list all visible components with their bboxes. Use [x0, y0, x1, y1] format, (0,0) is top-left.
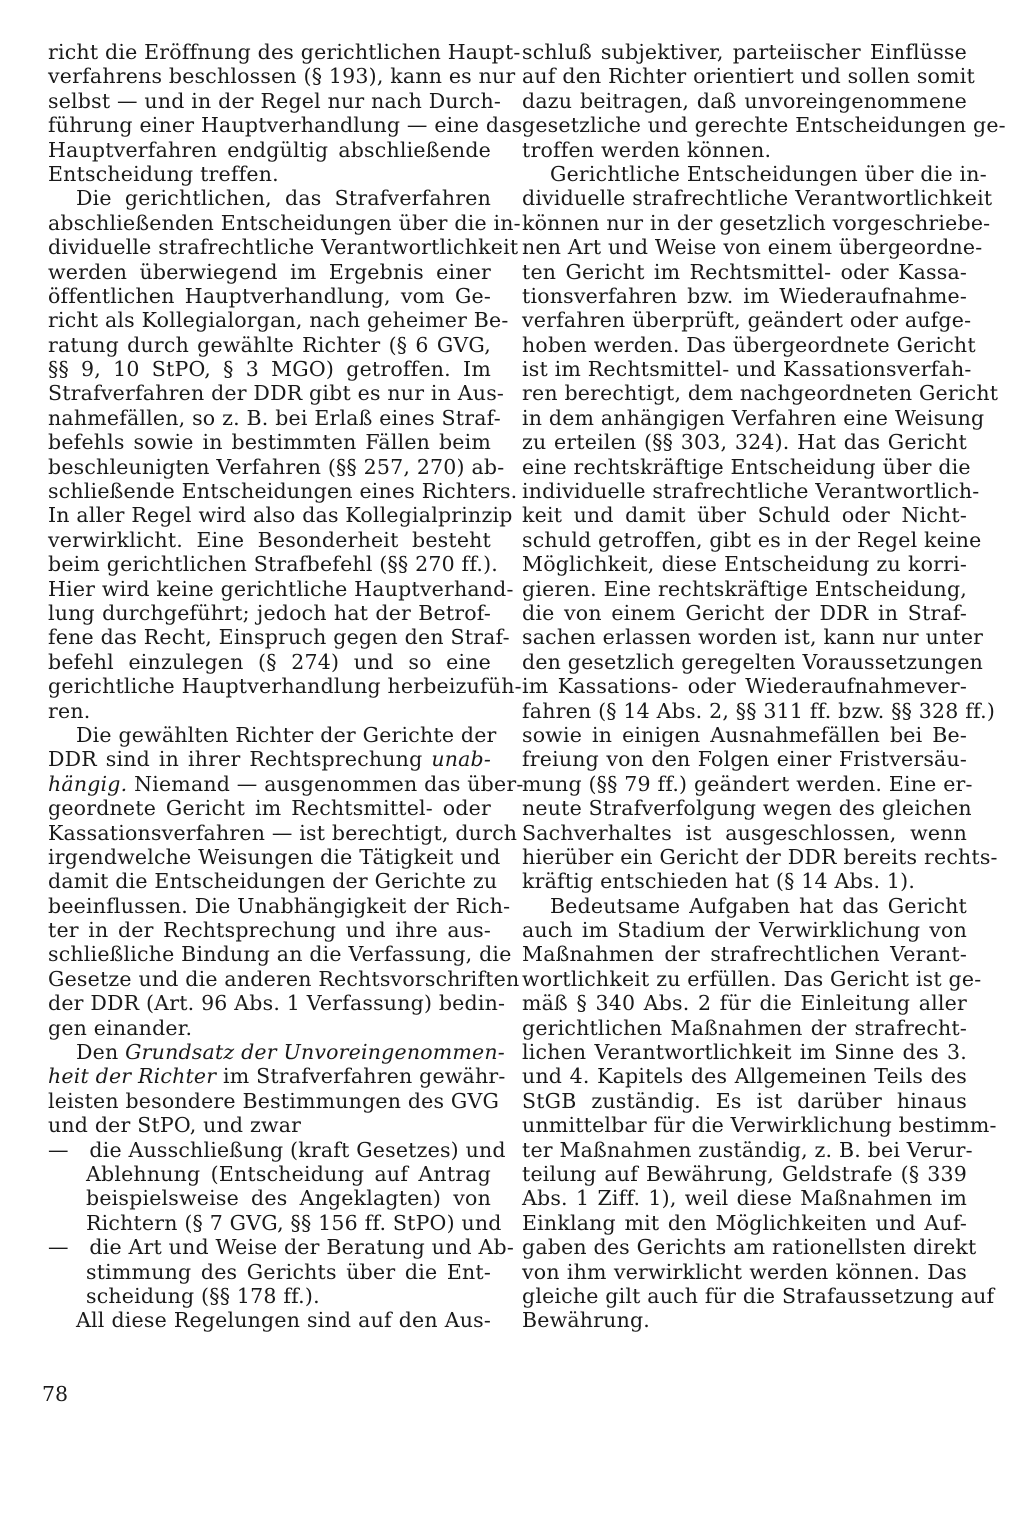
- line-text: Sachverhaltes ist ausgeschlossen, wenn: [522, 820, 967, 845]
- line-text: mung (§§ 79 ff.) geändert werden. Eine er-: [522, 771, 973, 796]
- line-text: verwirklicht. Eine Besonderheit besteht: [48, 527, 491, 552]
- line-text: keit und damit über Schuld oder Nicht-: [522, 503, 967, 528]
- line-text: auf den Richter orientiert und sollen somit: [522, 64, 975, 89]
- text-line: [48, 260, 491, 284]
- text-line: [48, 869, 498, 894]
- emphasized-text: Grundsatz der Unvoreingenommen-: [125, 1040, 505, 1065]
- line-text: neute Strafverfolgung wegen des gleichen: [522, 796, 972, 821]
- line-text: richt die Eröffnung des gerichtlichen Haupt-: [48, 40, 521, 64]
- line-text-after: Niemand — ausgenommen das über-: [127, 771, 524, 796]
- text-line: [48, 284, 491, 308]
- text-line: [48, 528, 491, 552]
- line-text: — die Art und Weise der Beratung und Ab-: [48, 1235, 514, 1260]
- text-line: [48, 1260, 491, 1284]
- line-text: dazu beitragen, daß unvoreingenommene: [522, 88, 967, 113]
- line-text: Hauptverfahren endgültig abschließende: [48, 137, 491, 162]
- line-text: damit die Entscheidungen der Gerichte zu: [48, 869, 498, 894]
- text-line: [48, 333, 491, 357]
- line-text: Hier wird keine gerichtliche Hauptverhand-: [48, 576, 514, 601]
- text-line: [522, 649, 984, 674]
- text-line: [48, 1210, 502, 1235]
- text-line: [48, 1137, 506, 1162]
- line-text: selbst — und in der Regel nur nach Durch-: [48, 88, 502, 113]
- line-text: scheidung (§§ 178 ff.).: [86, 1283, 320, 1308]
- text-line: [48, 576, 514, 601]
- line-text: Strafverfahren der DDR gibt es nur in Aus-: [48, 381, 505, 406]
- line-text: Gesetze und die anderen Rechtsvorschriften: [48, 966, 520, 991]
- text-line: [522, 284, 967, 308]
- line-text: unmittelbar für die Verwirklichung bestimm-: [522, 1113, 997, 1138]
- text-line: [48, 40, 521, 64]
- text-line: [48, 1016, 491, 1040]
- line-text: schließliche Bindung an die Verfassung, die: [48, 942, 512, 967]
- line-text: Die gewählten Richter der Gerichte der: [76, 722, 497, 747]
- line-text: ren.: [48, 698, 91, 723]
- line-text: gleiche gilt auch für die Strafaussetzung auf: [522, 1283, 995, 1308]
- line-text: ter in der Rechtsprechung und ihre aus-: [48, 918, 491, 943]
- line-text: lichen Verantwortlichkeit im Sinne des 3.: [522, 1040, 967, 1065]
- line-text: wortlichkeit zu erfüllen. Das Gericht ist ge-: [522, 966, 982, 991]
- text-line: [522, 942, 967, 966]
- text-line: [48, 966, 520, 991]
- line-text: im Kassations- oder Wiederaufnahmever-: [522, 674, 967, 699]
- emphasized-text: hängig.: [48, 771, 128, 796]
- line-text: dividuelle strafrechtliche Verantwortlichkeit: [522, 186, 993, 211]
- line-text: irgendwelche Weisungen die Tätigkeit und: [48, 844, 501, 869]
- line-text: sowie in einigen Ausnahmefällen bei Be-: [522, 722, 967, 747]
- text-line: [522, 1137, 973, 1162]
- line-text: gerichtliche Hauptverhandlung herbeizufüh-: [48, 674, 522, 699]
- line-text: hierüber ein Gericht der DDR bereits rechts-: [522, 844, 998, 869]
- text-line: [522, 454, 971, 479]
- line-text: zu erteilen (§§ 303, 324). Hat das Gericht: [522, 430, 967, 455]
- text-line: [522, 527, 982, 552]
- text-line: [522, 357, 972, 382]
- line-text: in dem anhängigen Verfahren eine Weisung: [522, 405, 985, 430]
- line-text: freiung von den Folgen einer Fristversäu-: [522, 747, 967, 772]
- line-text: gaben des Gerichts am rationellsten direkt: [522, 1235, 977, 1260]
- line-text: werden überwiegend im Ergebnis einer: [48, 259, 491, 284]
- line-text: befehl einzulegen (§ 274) und so eine: [48, 649, 491, 674]
- text-line: [522, 674, 967, 698]
- text-line: [48, 235, 519, 260]
- text-line: [522, 844, 998, 869]
- text-line: [48, 64, 516, 89]
- text-line: [522, 1308, 967, 1332]
- text-line: [522, 381, 999, 406]
- line-text: Maßnahmen der strafrechtlichen Verant-: [522, 942, 967, 967]
- line-text: der DDR (Art. 96 Abs. 1 Verfassung) bedin-: [48, 991, 506, 1016]
- line-text: können nur in der gesetzlich vorgeschriebe-: [522, 210, 991, 235]
- line-text: ten Gericht im Rechtsmittel- oder Kassa-: [522, 259, 967, 284]
- text-line: [48, 186, 491, 210]
- line-text: Abs. 1 Ziff. 1), weil diese Maßnahmen im: [522, 1186, 967, 1211]
- text-line: [48, 771, 524, 796]
- line-text-after: im Strafverfahren gewähr-: [216, 1064, 506, 1089]
- text-line: [522, 40, 967, 64]
- text-line: [48, 1113, 491, 1137]
- line-text: gerichtlichen Maßnahmen der strafrecht-: [522, 1015, 967, 1040]
- text-line: [522, 869, 967, 893]
- line-text: Einklang mit den Möglichkeiten und Auf-: [522, 1210, 967, 1235]
- text-line: [522, 747, 967, 771]
- line-text: schuld getroffen, gibt es in der Regel keine: [522, 527, 982, 552]
- line-text: Ablehnung (Entscheidung auf Antrag: [86, 1161, 491, 1186]
- line-text: führung einer Hauptverhandlung — eine das: [48, 113, 523, 138]
- text-line: [522, 138, 967, 162]
- text-line: [522, 625, 984, 650]
- text-line: [522, 186, 993, 211]
- text-line: [48, 503, 513, 528]
- text-line: [522, 1040, 967, 1064]
- line-text: ren berechtigt, dem nachgeordneten Gericht: [522, 381, 999, 406]
- line-text: Möglichkeit, diese Entscheidung zu korri-: [522, 552, 967, 577]
- text-line: [522, 1089, 967, 1113]
- text-line: [48, 601, 491, 625]
- line-text: beispielsweise des Angeklagten) von: [86, 1186, 491, 1211]
- text-line: [48, 844, 501, 869]
- text-line: [522, 1283, 995, 1308]
- text-line: [48, 381, 505, 406]
- text-line: [48, 674, 522, 699]
- text-line: [48, 1308, 491, 1332]
- line-text: beeinflussen. Die Unabhängigkeit der Rich-: [48, 893, 511, 918]
- text-line: [48, 1235, 514, 1260]
- line-text: nahmefällen, so z. B. bei Erlaß eines Straf-: [48, 405, 501, 430]
- line-text: den gesetzlich geregelten Voraussetzungen: [522, 649, 984, 674]
- text-line: [48, 1064, 506, 1089]
- left-column: [48, 40, 524, 1333]
- text-line: [522, 1064, 967, 1088]
- line-text: mäß § 340 Abs. 2 für die Einleitung aller: [522, 991, 967, 1016]
- text-line: [522, 89, 967, 113]
- line-text: lung durchgeführt; jedoch hat der Betrof-: [48, 600, 491, 625]
- text-line: [522, 235, 983, 260]
- line-text: All diese Regelungen sind auf den Aus-: [76, 1308, 491, 1333]
- text-line: [522, 1260, 967, 1284]
- text-line: [48, 942, 512, 967]
- line-text: eine rechtskräftige Entscheidung über die: [522, 454, 971, 479]
- line-text: verfahren überprüft, geändert oder aufge-: [522, 308, 972, 333]
- text-line: [522, 430, 967, 454]
- text-line: [48, 747, 491, 771]
- text-line: [48, 210, 521, 235]
- text-line: [522, 113, 1006, 138]
- line-text: richt als Kollegialorgan, nach geheimer Be-: [48, 308, 509, 333]
- text-line: [48, 796, 491, 820]
- text-line: [48, 1186, 491, 1210]
- line-text: dividuelle strafrechtliche Verantwortlichkeit: [48, 235, 519, 260]
- line-text: auch im Stadium der Verwirklichung von: [522, 918, 967, 943]
- text-line: [522, 64, 975, 89]
- text-line: [522, 479, 980, 504]
- text-line: [48, 138, 491, 162]
- text-line: [522, 918, 967, 942]
- line-text: fene das Recht, Einspruch gegen den Straf-: [48, 625, 510, 650]
- text-line: [522, 308, 972, 333]
- line-text: Bedeutsame Aufgaben hat das Gericht: [550, 893, 967, 918]
- text-line: [522, 332, 976, 357]
- line-text: geordnete Gericht im Rechtsmittel- oder: [48, 796, 491, 821]
- line-text: nen Art und Weise von einem übergeordne-: [522, 235, 983, 260]
- text-line: [522, 1016, 967, 1040]
- line-text: beschleunigten Verfahren (§§ 257, 270) ab-: [48, 454, 505, 479]
- line-text: Entscheidung treffen.: [48, 161, 279, 186]
- line-text: von ihm verwirklicht werden können. Das: [522, 1259, 967, 1284]
- line-text: stimmung des Gerichts über die Ent-: [86, 1259, 491, 1284]
- text-line: [522, 894, 967, 918]
- text-line: [48, 1040, 505, 1065]
- text-line: [522, 1211, 967, 1235]
- text-line: [48, 625, 510, 650]
- line-text: abschließenden Entscheidungen über die in-: [48, 210, 521, 235]
- text-line: [522, 966, 982, 991]
- line-text: sachen erlassen worden ist, kann nur unter: [522, 625, 984, 650]
- line-text: leisten besondere Bestimmungen des GVG: [48, 1088, 500, 1113]
- text-line: [48, 88, 502, 113]
- line-text: ter Maßnahmen zuständig, z. B. bei Verur-: [522, 1137, 973, 1162]
- line-text: §§ 9, 10 StPO, § 3 MGO) getroffen. Im: [48, 357, 491, 382]
- line-text: ratung durch gewählte Richter (§ 6 GVG,: [48, 332, 491, 357]
- text-line: [522, 405, 985, 430]
- text-line: [48, 308, 509, 333]
- line-text: gieren. Eine rechtskräftige Entscheidung,: [522, 576, 967, 601]
- text-line: [522, 210, 991, 235]
- line-text: Bewährung.: [522, 1308, 651, 1333]
- line-text: und 4. Kapitels des Allgemeinen Teils des: [522, 1064, 967, 1089]
- line-text: Richtern (§ 7 GVG, §§ 156 ff. StPO) und: [86, 1210, 502, 1235]
- text-line: [522, 698, 996, 723]
- text-line: [522, 991, 967, 1015]
- text-line: [48, 893, 511, 918]
- text-line: [522, 723, 967, 747]
- page-number: 78: [42, 1382, 69, 1406]
- text-line: [522, 1235, 977, 1260]
- line-text: fahren (§ 14 Abs. 2, §§ 311 ff. bzw. §§ 328 ff.): [522, 698, 996, 723]
- text-line: [48, 357, 491, 381]
- line-text: beim gerichtlichen Strafbefehl (§§ 270 ff.).: [48, 552, 499, 577]
- emphasized-text: heit der Richter: [48, 1064, 217, 1089]
- line-text: In aller Regel wird also das Kollegialprinzip: [48, 503, 513, 528]
- text-line: [48, 113, 523, 138]
- line-text: schließende Entscheidungen eines Richters.: [48, 479, 518, 504]
- text-line: [48, 430, 491, 454]
- line-text: troffen werden können.: [522, 137, 772, 162]
- line-text: teilung auf Bewährung, Geldstrafe (§ 339: [522, 1161, 967, 1186]
- text-line: [48, 699, 491, 723]
- line-text: StGB zuständig. Es ist darüber hinaus: [522, 1088, 967, 1113]
- text-line: [48, 552, 499, 577]
- line-text: öffentlichen Hauptverhandlung, vom Ge-: [48, 283, 491, 308]
- line-text: gesetzliche und gerechte Entscheidungen ge-: [522, 113, 1006, 138]
- line-text: die von einem Gericht der DDR in Straf-: [522, 600, 967, 625]
- line-text: kräftig entschieden hat (§ 14 Abs. 1).: [522, 869, 916, 894]
- line-text: Gerichtliche Entscheidungen über die in-: [550, 161, 987, 186]
- line-text: individuelle strafrechtliche Verantwortlich-: [522, 479, 980, 504]
- line-text: Den: [76, 1040, 119, 1065]
- line-text: gen einander.: [48, 1015, 193, 1040]
- line-text: Kassationsverfahren — ist berechtigt, durch: [48, 820, 518, 845]
- line-text: Die gerichtlichen, das Strafverfahren: [76, 186, 491, 211]
- text-line: [48, 1088, 500, 1113]
- text-line: [522, 161, 987, 186]
- line-text: befehls sowie in bestimmten Fällen beim: [48, 430, 491, 455]
- emphasized-text: unab-: [431, 747, 492, 772]
- text-line: [48, 1162, 491, 1186]
- text-line: [522, 796, 972, 821]
- text-line: [48, 1284, 491, 1308]
- text-line: [522, 577, 967, 601]
- line-text: — die Ausschließung (kraft Gesetzes) und: [48, 1137, 506, 1162]
- text-line: [522, 260, 967, 284]
- text-line: [48, 162, 491, 186]
- line-text: schluß subjektiver, parteiischer Einflüsse: [522, 40, 967, 64]
- text-line: [522, 771, 973, 796]
- text-line: [48, 479, 518, 504]
- text-line: [48, 991, 506, 1016]
- text-line: [522, 503, 967, 527]
- text-line: [48, 918, 491, 942]
- text-line: [48, 722, 497, 747]
- line-text: und der StPO, und zwar: [48, 1113, 302, 1138]
- text-line: [522, 821, 967, 845]
- text-line: [48, 820, 518, 845]
- line-text: ist im Rechtsmittel- und Kassationsverfah-: [522, 357, 972, 382]
- text-line: [48, 405, 501, 430]
- text-line: [48, 454, 505, 479]
- text-line: [522, 601, 967, 625]
- line-text: DDR sind in ihrer Rechtsprechung: [48, 747, 423, 772]
- line-text: hoben werden. Das übergeordnete Gericht: [522, 332, 976, 357]
- text-line: [48, 650, 491, 674]
- text-line: [522, 1186, 967, 1210]
- text-line: [522, 1162, 967, 1186]
- line-text: tionsverfahren bzw. im Wiederaufnahme-: [522, 283, 967, 308]
- text-line: [522, 1113, 997, 1138]
- line-text: verfahrens beschlossen (§ 193), kann es nur: [48, 64, 516, 89]
- text-line: [522, 552, 967, 576]
- right-column: [522, 40, 1006, 1333]
